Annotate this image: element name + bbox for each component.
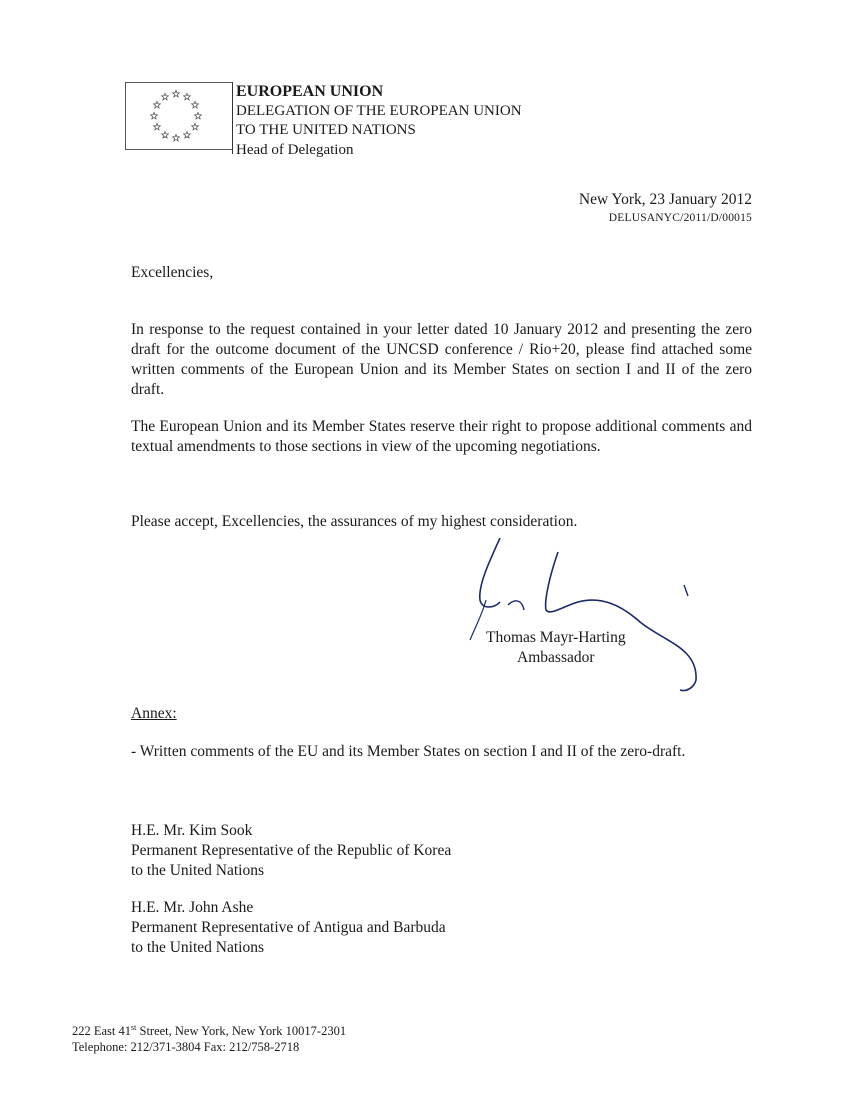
closing-line: Please accept, Excellencies, the assurances of my highest consideration. — [131, 513, 578, 530]
flag-star-icon — [184, 93, 191, 100]
signer-name: Thomas Mayr-Harting — [486, 629, 626, 646]
eu-flag-icon — [125, 82, 233, 150]
signer-block — [486, 628, 626, 668]
address-suffix: Street, New York, New York 10017-2301 — [136, 1024, 347, 1039]
flag-star-icon — [173, 134, 180, 141]
flag-star-icon — [195, 112, 202, 119]
place-date-block — [579, 191, 752, 227]
recipient-1 — [131, 821, 451, 881]
letterhead — [236, 82, 522, 160]
address-prefix: 222 East 41 — [72, 1024, 132, 1039]
body-paragraph-1: In response to the request contained in your letter dated 10 January 2012 and presenting the zero draft for the outcome document of the UNCSD conference / Rio+20, please find attached some written comments of the European Union and its Member States on section I and II of the zero draft. — [131, 321, 752, 398]
reference-number: DELUSANYC/2011/D/00015 — [608, 212, 752, 224]
flag-star-icon — [192, 123, 199, 130]
footer — [72, 1020, 346, 1055]
annex-heading: Annex: — [131, 705, 177, 722]
recipient-name: H.E. Mr. John Ashe — [131, 899, 254, 916]
flag-star-icon — [173, 90, 180, 97]
flag-star-icon — [162, 93, 169, 100]
flag-star-icon — [151, 112, 158, 119]
signer-title: Ambassador — [517, 649, 595, 666]
recipient-org: to the United Nations — [131, 862, 265, 879]
annex-item: - Written comments of the EU and its Member States on section I and II of the zero-draft. — [131, 743, 686, 760]
flag-star-icon — [154, 123, 161, 130]
recipient-name: H.E. Mr. Kim Sook — [131, 822, 253, 839]
recipient-org: to the United Nations — [131, 939, 265, 956]
address-sup: st — [131, 1023, 137, 1032]
role-line: Head of Delegation — [236, 141, 354, 158]
org-name: EUROPEAN UNION — [236, 83, 384, 100]
delegation-line-1: DELEGATION OF THE EUROPEAN UNION — [236, 102, 522, 119]
flag-star-icon — [184, 131, 191, 138]
flag-star-icon — [154, 101, 161, 108]
flag-star-icon — [192, 101, 199, 108]
place-date: New York, 23 January 2012 — [578, 191, 752, 208]
body-paragraph-2: The European Union and its Member States reserve their right to propose additional comments and textual amendments to those sections in view of the upcoming negotiations. — [131, 418, 752, 455]
recipient-title: Permanent Representative of the Republic of Korea — [131, 842, 452, 859]
delegation-line-2: TO THE UNITED NATIONS — [236, 122, 416, 138]
salutation: Excellencies, — [131, 264, 214, 281]
header-divider-vertical — [232, 82, 233, 154]
recipient-title: Permanent Representative of Antigua and Barbuda — [131, 919, 446, 936]
footer-address — [72, 1020, 346, 1039]
flag-star-icon — [162, 131, 169, 138]
footer-phone: Telephone: 212/371-3804 Fax: 212/758-2718 — [72, 1040, 300, 1055]
recipient-2 — [131, 898, 446, 958]
signature-icon — [460, 530, 710, 700]
